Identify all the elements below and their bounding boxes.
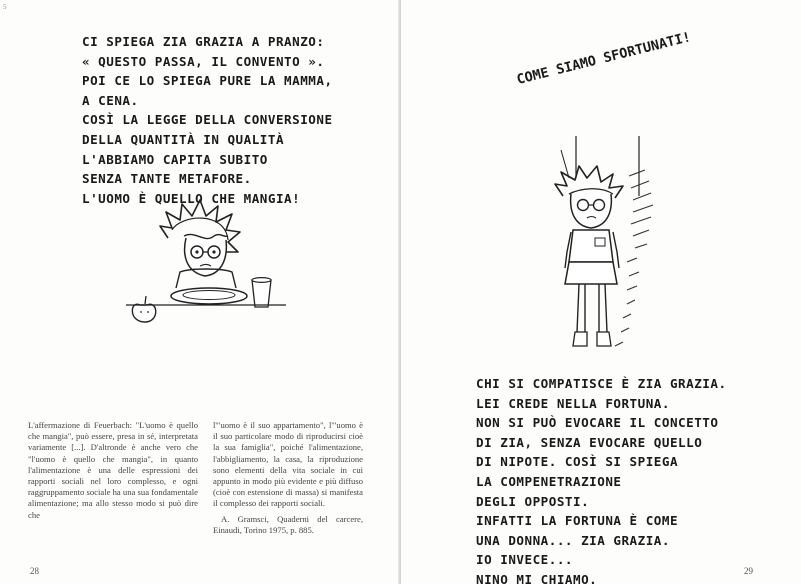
footnote-citation: A. Gramsci, Quaderni del carcere, Einaudi, Torino 1975, p. 885. xyxy=(213,513,363,535)
handwritten-line: CI SPIEGA ZIA GRAZIA A PRANZO: xyxy=(82,34,325,49)
page-number-left: 28 xyxy=(30,566,39,576)
footnote-column-2-text: l'"uomo è il suo appartamento", l'"uomo è il suo particolare modo di riproducirsi cioè la sua famiglia", poiché l'alimentazione, l'abbigliamento, la casa, la riproduzione sono elementi della vita sociale in cui appunto in modo più evidente e più diffuso (cioè con estensione di massa) si manifesta il complesso dei rapporti sociali. xyxy=(213,420,363,509)
footnote-column-1: L'affermazione di Feuerbach: "L'uomo è quello che mangia", può essere, presa in sé, interpretata variamente [...]. D'altronde è anche vero che "l'uomo è quello che mangia", in quanto l'alimentazione è una delle espressioni dei rapporti sociali nel loro complesso, e ogni raggruppamento sociale ha una sua fondamentale alimentazione; ma allo stesso modo si può dire che xyxy=(28,420,198,520)
handwritten-line: LEI CREDE NELLA FORTUNA. xyxy=(476,395,670,411)
page-number-right: 29 xyxy=(744,566,753,576)
right-handwritten-text xyxy=(476,374,727,584)
handwritten-line: L'UOMO È QUELLO CHE MANGIA! xyxy=(82,190,301,206)
handwritten-line: A CENA. xyxy=(82,92,139,108)
handwritten-line: POI CE LO SPIEGA PURE LA MAMMA, xyxy=(82,73,333,89)
handwritten-line: « QUESTO PASSA, IL CONVENTO ». xyxy=(82,53,325,69)
handwritten-line: DI ZIA, SENZA EVOCARE QUELLO xyxy=(476,434,703,450)
handwritten-line: SENZA TANTE METAFORE. xyxy=(82,171,252,187)
handwritten-line: L'ABBIAMO CAPITA SUBITO xyxy=(82,151,268,167)
handwritten-line: COSÌ LA LEGGE DELLA CONVERSIONE xyxy=(82,112,333,128)
left-page xyxy=(0,0,400,584)
corner-mark: 5 xyxy=(3,3,7,11)
handwritten-line: NON SI PUÒ EVOCARE IL CONCETTO xyxy=(476,415,719,431)
handwritten-line: LA COMPENETRAZIONE xyxy=(476,473,622,489)
handwritten-line: NINO MI CHIAMO. xyxy=(476,571,598,584)
handwritten-line: DEGLI OPPOSTI. xyxy=(476,493,590,509)
footnote-column-2 xyxy=(213,420,363,536)
right-page-title: COME SIAMO SFORTUNATI! xyxy=(515,29,693,88)
handwritten-line: IO INVECE... xyxy=(476,552,573,568)
handwritten-line: DELLA QUANTITÀ IN QUALITÀ xyxy=(82,131,285,147)
handwritten-line: CHI SI COMPATISCE È ZIA GRAZIA. xyxy=(476,376,727,391)
right-page xyxy=(401,0,801,584)
handwritten-line: DI NIPOTE. COSÌ SI SPIEGA xyxy=(476,454,679,470)
handwritten-line: UNA DONNA... ZIA GRAZIA. xyxy=(476,532,670,548)
handwritten-line: INFATTI LA FORTUNA È COME xyxy=(476,513,679,529)
